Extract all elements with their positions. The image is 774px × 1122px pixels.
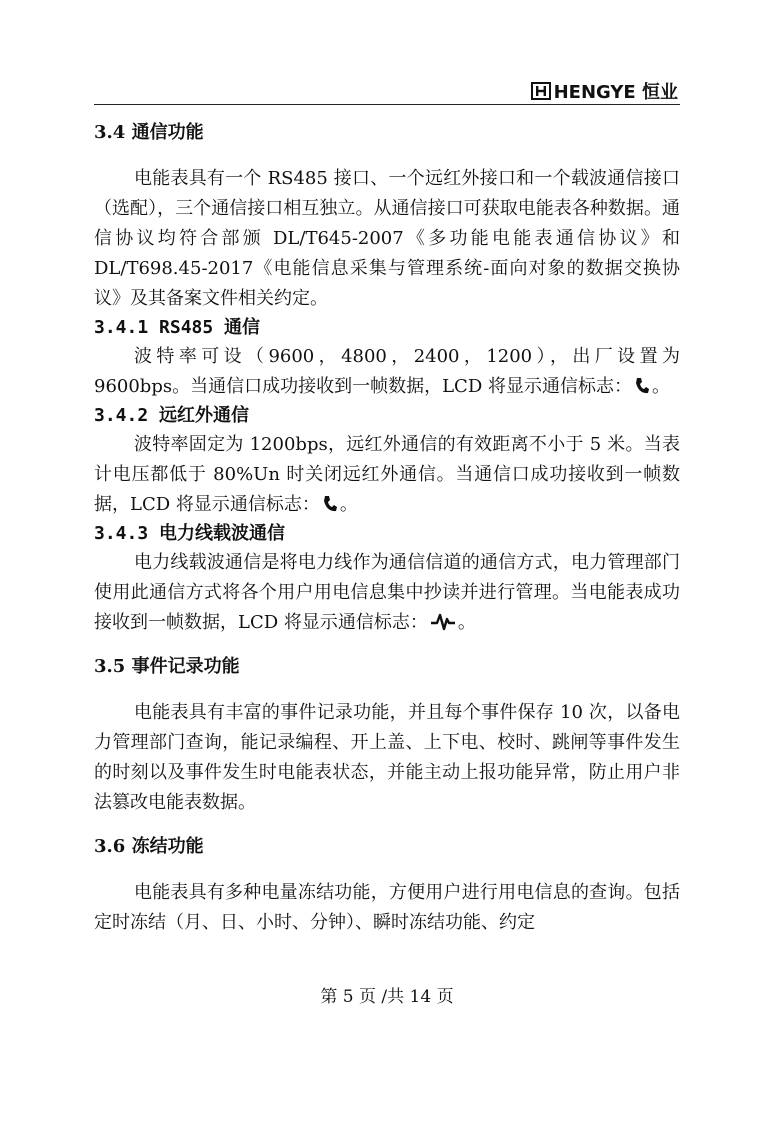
section-3-4-2-end: 。 [339,494,358,515]
logo-text: HENGYE 恒业 [553,82,678,103]
section-3-4-paragraph: 电能表具有一个 RS485 接口、一个远红外接口和一个载波通信接口（选配），三个通信接口相互独立。从通信接口可获取电能表各种数据。通信协议均符合部颁 DL/T645-2007《多功能电能表通信协议》和 DL/T698.45-2017《电能信息采集与管理系统-面向对象的数据交换协议》及其备案文件相关约定。 [94,168,680,309]
section-3-4-3-text: 电力线载波通信是将电力线作为通信信道的通信方式，电力管理部门使用此通信方式将各个用户用电信息集中抄读并进行管理。当电能表成功接收到一帧数据，LCD 将显示通信标志： [94,552,680,633]
section-3-4-3-paragraph [94,548,680,638]
section-3-5-paragraph: 电能表具有丰富的事件记录功能，并且每个事件保存 10 次，以备电力管理部门查询，能记录编程、开上盖、上下电、校时、跳闸等事件发生的时刻以及事件发生时电能表状态，并能主动上报功能异常，防止用户非法篡改电能表数据。 [94,702,680,813]
phone-icon [322,495,338,513]
document-body [94,118,680,938]
section-3-4-3-heading: 3.4.3 电力线载波通信 [94,523,286,544]
phone-icon [634,377,650,395]
section-3-4-heading: 3.4 通信功能 [94,122,204,143]
section-3-4-2-text: 波特率固定为 1200bps，远红外通信的有效距离不小于 5 米。当表计电压都低于 80%Un 时关闭远红外通信。当通信口成功接收到一帧数据，LCD 将显示通信标志： [94,434,680,515]
section-3-6-heading: 3.6 冻结功能 [94,836,204,857]
section-3-4-2-heading: 3.4.2 远红外通信 [94,405,250,426]
page-number: 第 5 页 /共 14 页 [320,987,454,1007]
section-3-4-1-end: 。 [651,376,670,397]
section-3-4-1-paragraph [94,342,680,402]
section-3-4-1-heading: 3.4.1 RS485 通信 [94,317,261,338]
section-3-5-heading: 3.5 事件记录功能 [94,656,240,677]
carrier-wave-icon [430,613,456,631]
section-3-4-2-paragraph [94,430,680,520]
hengye-logo-mark-icon [531,82,551,100]
section-3-4-1-text: 波特率可设（9600，4800，2400，1200），出厂设置为 9600bps。当通信口成功接收到一帧数据，LCD 将显示通信标志： [94,346,680,397]
header-divider [94,104,680,105]
section-3-4-3-end: 。 [457,612,476,633]
hengye-logo [531,80,678,102]
section-3-6-paragraph: 电能表具有多种电量冻结功能，方便用户进行用电信息的查询。包括定时冻结（月、日、小时、分钟）、瞬时冻结功能、约定 [94,882,680,933]
